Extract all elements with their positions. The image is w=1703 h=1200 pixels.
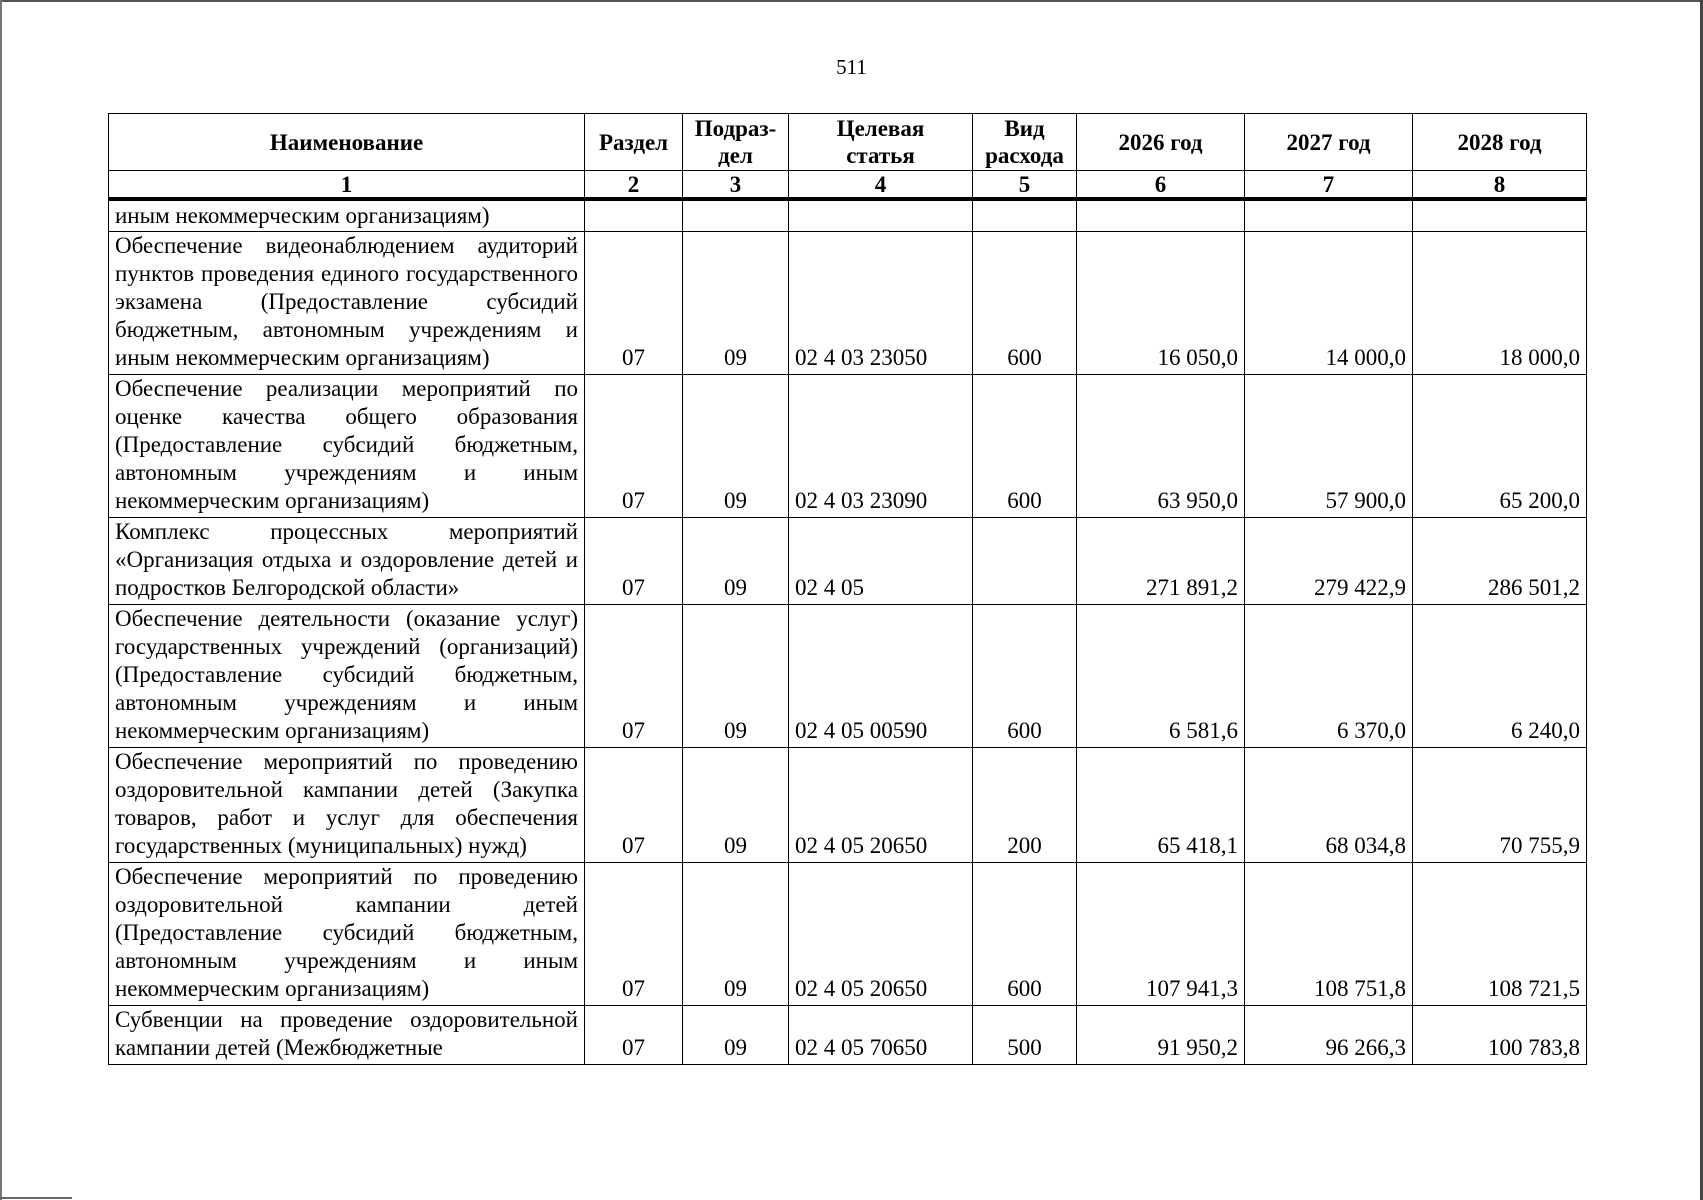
row-amount-2026: 65 418,1 (1077, 748, 1245, 863)
row-amount-2028: 100 783,8 (1413, 1006, 1587, 1065)
row-section: 07 (585, 1006, 683, 1065)
row-subsection: 09 (683, 748, 789, 863)
header-section: Раздел (585, 114, 683, 171)
table-row (109, 1006, 1587, 1065)
header-expense-kind: Вид расхода (973, 114, 1077, 171)
column-number: 3 (683, 171, 789, 200)
scan-edge-left (0, 0, 2, 1200)
row-amount-2028: 65 200,0 (1413, 375, 1587, 518)
row-amount-2027: 279 422,9 (1245, 518, 1413, 605)
row-subsection: 09 (683, 605, 789, 748)
row-amount-2028: 70 755,9 (1413, 748, 1587, 863)
row-target-article: 02 4 05 20650 (789, 748, 973, 863)
column-number: 4 (789, 171, 973, 200)
table-row (109, 518, 1587, 605)
continuation-row (109, 199, 1587, 232)
row-amount-2027: 6 370,0 (1245, 605, 1413, 748)
header-target-article: Целевая статья (789, 114, 973, 171)
header-2027: 2027 год (1245, 114, 1413, 171)
column-number: 8 (1413, 171, 1587, 200)
row-section: 07 (585, 748, 683, 863)
budget-table (108, 113, 1587, 1065)
row-amount-2027: 108 751,8 (1245, 863, 1413, 1006)
column-number: 6 (1077, 171, 1245, 200)
row-amount-2028: 6 240,0 (1413, 605, 1587, 748)
row-expense-kind: 600 (973, 375, 1077, 518)
row-section: 07 (585, 518, 683, 605)
row-subsection: 09 (683, 863, 789, 1006)
header-name: Наименование (109, 114, 585, 171)
row-section: 07 (585, 232, 683, 375)
row-amount-2026: 91 950,2 (1077, 1006, 1245, 1065)
page-number: 511 (836, 55, 867, 79)
row-name: Обеспечение деятельности (оказание услуг) государственных учреждений (организаций) (Предоставление субсидий бюджетным, автономным учреждениям и иным некоммерческим организациям) (109, 605, 585, 748)
row-amount-2026: 271 891,2 (1077, 518, 1245, 605)
header-subsection: Подраз- дел (683, 114, 789, 171)
header-row (109, 114, 1587, 171)
row-target-article: 02 4 03 23090 (789, 375, 973, 518)
row-amount-2027: 68 034,8 (1245, 748, 1413, 863)
row-subsection: 09 (683, 518, 789, 605)
header-2028: 2028 год (1413, 114, 1587, 171)
row-name: Обеспечение видеонаблюдением аудиторий пунктов проведения единого государственного экзамена (Предоставление субсидий бюджетным, автономным учреждениям и иным некоммерческим организациям) (109, 232, 585, 375)
row-name: Комплекс процессных мероприятий «Организация отдыха и оздоровление детей и подростков Белгородской области» (109, 518, 585, 605)
scan-edge-mark (0, 1197, 72, 1199)
row-amount-2026: 63 950,0 (1077, 375, 1245, 518)
row-name: Обеспечение мероприятий по проведению оздоровительной кампании детей (Предоставление субсидий бюджетным, автономным учреждениям и иным некоммерческим организациям) (109, 863, 585, 1006)
row-target-article: 02 4 05 70650 (789, 1006, 973, 1065)
row-subsection: 09 (683, 375, 789, 518)
row-target-article: 02 4 03 23050 (789, 232, 973, 375)
row-amount-2028: 18 000,0 (1413, 232, 1587, 375)
row-name: Обеспечение мероприятий по проведению оздоровительной кампании детей (Закупка товаров, работ и услуг для обеспечения государственных (муниципальных) нужд) (109, 748, 585, 863)
row-expense-kind: 600 (973, 232, 1077, 375)
row-amount-2027: 14 000,0 (1245, 232, 1413, 375)
row-amount-2027: 57 900,0 (1245, 375, 1413, 518)
row-expense-kind: 600 (973, 605, 1077, 748)
header-2026: 2026 год (1077, 114, 1245, 171)
column-number-row (109, 171, 1587, 200)
row-name: Обеспечение реализации мероприятий по оценке качества общего образования (Предоставление субсидий бюджетным, автономным учреждениям и иным некоммерческим организациям) (109, 375, 585, 518)
table-row (109, 232, 1587, 375)
row-expense-kind: 500 (973, 1006, 1077, 1065)
table-row (109, 863, 1587, 1006)
row-target-article: 02 4 05 00590 (789, 605, 973, 748)
row-amount-2026: 16 050,0 (1077, 232, 1245, 375)
row-amount-2028: 286 501,2 (1413, 518, 1587, 605)
table-row (109, 605, 1587, 748)
row-section: 07 (585, 605, 683, 748)
row-section: 07 (585, 863, 683, 1006)
row-section: 07 (585, 375, 683, 518)
row-amount-2027: 96 266,3 (1245, 1006, 1413, 1065)
continuation-text: иным некоммерческим организациям) (109, 199, 585, 232)
row-amount-2026: 6 581,6 (1077, 605, 1245, 748)
row-amount-2026: 107 941,3 (1077, 863, 1245, 1006)
row-name: Субвенции на проведение оздоровительной кампании детей (Межбюджетные (109, 1006, 585, 1065)
row-target-article: 02 4 05 20650 (789, 863, 973, 1006)
column-number: 7 (1245, 171, 1413, 200)
row-subsection: 09 (683, 232, 789, 375)
column-number: 1 (109, 171, 585, 200)
column-number: 5 (973, 171, 1077, 200)
row-expense-kind: 200 (973, 748, 1077, 863)
table-row (109, 375, 1587, 518)
row-amount-2028: 108 721,5 (1413, 863, 1587, 1006)
row-target-article: 02 4 05 (789, 518, 973, 605)
row-expense-kind: 600 (973, 863, 1077, 1006)
column-number: 2 (585, 171, 683, 200)
scan-edge-top (0, 0, 1703, 2)
table-row (109, 748, 1587, 863)
row-subsection: 09 (683, 1006, 789, 1065)
row-expense-kind (973, 518, 1077, 605)
